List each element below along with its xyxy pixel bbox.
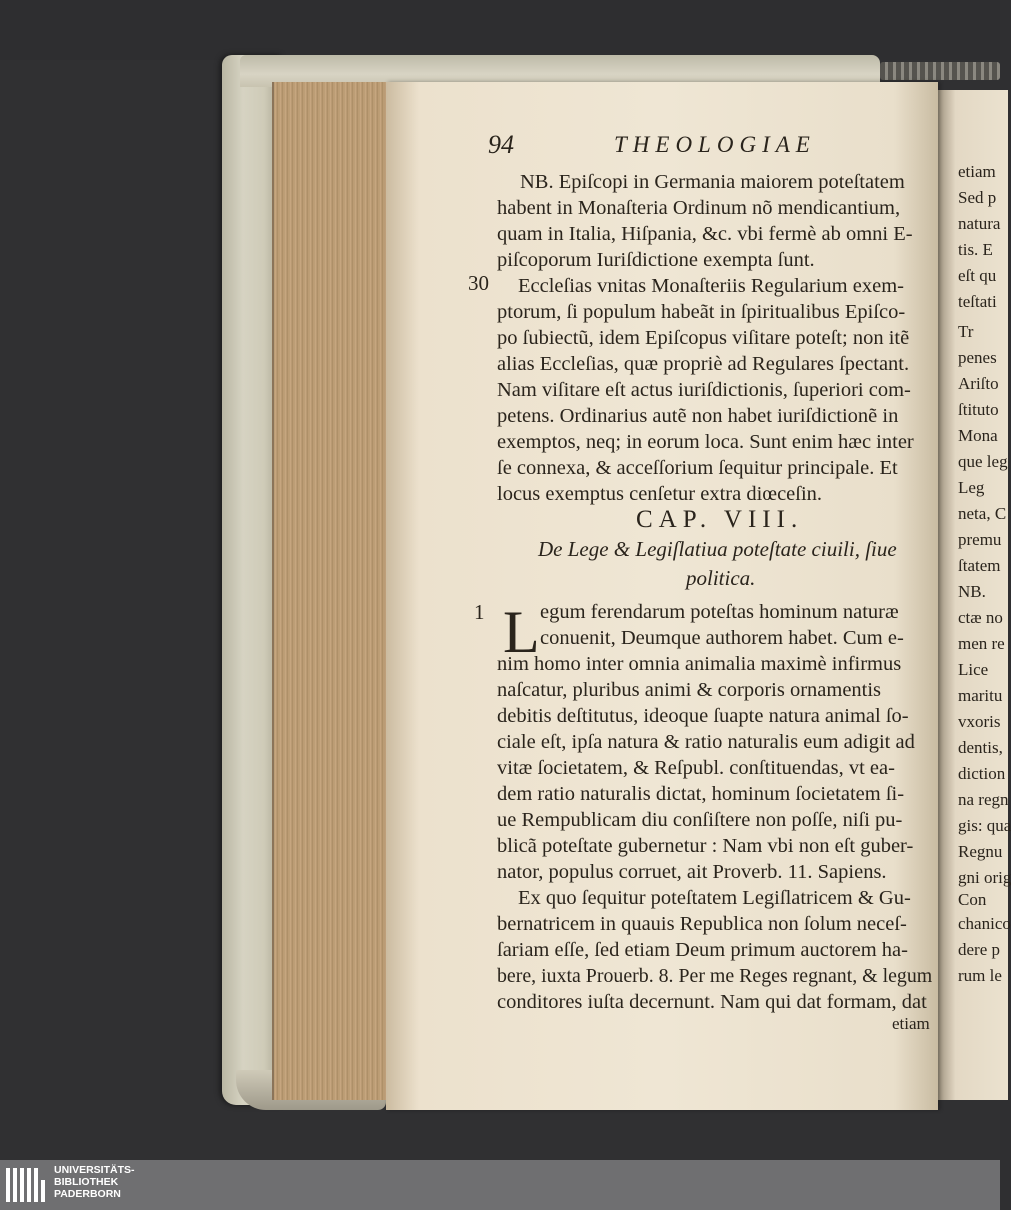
facing-page-fragment: gni orig: [958, 868, 1011, 887]
facing-page-fragment: tis. E: [958, 240, 993, 259]
text-line: egum ferendarum poteſtas hominum naturæ: [540, 601, 899, 623]
library-line-1: UNIVERSITÄTS-: [54, 1164, 135, 1176]
facing-page-fragment: teſtati: [958, 292, 997, 311]
facing-page-fragment: etiam: [958, 162, 996, 181]
text-line: conditores iuſta decernunt. Nam qui dat formam, dat: [497, 991, 927, 1013]
facing-page-fragment: penes: [958, 348, 997, 367]
footer-bar: [0, 1160, 1000, 1210]
text-line: dem ratio naturalis dictat, hominum ſocietatem ſi-: [497, 783, 905, 805]
facing-page-fragment: neta, C: [958, 504, 1007, 523]
background-top: [0, 0, 1000, 60]
text-line: ue Rempublicam diu conſiſtere non poſſe, niſi pu-: [497, 809, 903, 831]
text-line: blicã poteſtate gubernetur : Nam vbi non eſt guber-: [497, 835, 914, 857]
facing-page-fragment: dentis,: [958, 738, 1003, 757]
facing-page-fragment: Regnu: [958, 842, 1003, 861]
page-edges: [272, 82, 394, 1100]
facing-page-fragment: maritu: [958, 686, 1003, 705]
facing-page-fragment: Sed p: [958, 188, 997, 207]
facing-page-fragment: ſtatem: [958, 556, 1001, 575]
text-line: bernatricem in quauis Republica non ſolum neceſ-: [497, 913, 907, 935]
text-line: quam in Italia, Hiſpania, &c. vbi fermè ab omni E-: [497, 223, 913, 245]
facing-page-fragment: na regn: [958, 790, 1009, 809]
page-header: [488, 130, 928, 162]
facing-page-fragment: diction: [958, 764, 1006, 783]
facing-page-fragment: que leg: [958, 452, 1008, 471]
text-line: habent in Monaſteria Ordinum nõ mendicantium,: [497, 197, 901, 219]
facing-page-fragment: men re: [958, 634, 1005, 653]
facing-page-fragment: natura: [958, 214, 1001, 233]
facing-page-fragment: rum le: [958, 966, 1002, 985]
library-logo-icon: [6, 1168, 48, 1202]
margin-number: 30: [468, 271, 489, 295]
facing-page-fragment: Ariſto: [958, 374, 999, 393]
facing-page-fragment: NB.: [958, 582, 986, 601]
library-line-3: PADERBORN: [54, 1188, 121, 1200]
text-line: ciale eſt, ipſa natura & ratio naturalis eum adigit ad: [497, 731, 915, 753]
facing-page-fragment: Mona: [958, 426, 998, 445]
facing-page-fragment: eſt qu: [958, 266, 997, 285]
facing-page-fragment: ſtituto: [958, 400, 999, 419]
text-line: vitæ ſocietatem, & Reſpubl. conſtituendas, vt ea-: [497, 757, 895, 779]
facing-page-fragment: Con: [958, 890, 987, 909]
chapter-title: De Lege & Legiſlatiua poteſtate ciuili, ſiue: [538, 537, 897, 561]
facing-page-fragment: Leg: [958, 478, 985, 497]
sewing-thread: [880, 62, 1000, 80]
text-line: NB. Epiſcopi in Germania maiorem poteſtatem: [520, 171, 905, 193]
library-line-2: BIBLIOTHEK: [54, 1176, 119, 1188]
text-line: Eccleſias vnitas Monaſteriis Regularium exem-: [518, 275, 904, 297]
text-line: Ex quo ſequitur poteſtatem Legiſlatricem & Gu-: [518, 887, 911, 909]
library-name: [54, 1164, 135, 1200]
facing-page-fragment: chanico: [958, 914, 1011, 933]
text-line: Nam viſitare eſt actus iuriſdictionis, ſuperiori com-: [497, 379, 911, 401]
text-line: nator, populus corruet, ait Proverb. 11. Sapiens.: [497, 861, 887, 883]
facing-page-fragment: vxoris: [958, 712, 1001, 731]
margin-number: 1: [474, 600, 485, 624]
text-line: po ſubiectũ, idem Epiſcopus viſitare poteſt; non itẽ: [497, 327, 910, 349]
chapter-heading: CAP. VIII.: [636, 506, 804, 533]
text-line: exemptos, neq; in eorum loca. Sunt enim hæc inter: [497, 431, 914, 453]
text-line: ptorum, ſi populum habeãt in ſpiritualibus Epiſco-: [497, 301, 906, 323]
page-number: 94: [488, 130, 514, 159]
chapter-title-cont: politica.: [686, 566, 756, 590]
facing-page-fragment: dere p: [958, 940, 1001, 959]
text-line: bere, iuxta Prouerb. 8. Per me Reges regnant, & legum: [497, 965, 933, 987]
text-line: petens. Ordinarius autẽ non habet iuriſdictionẽ in: [497, 405, 899, 427]
facing-page-fragment: Tr: [958, 322, 974, 341]
text-line: locus exemptus cenſetur extra diœceſin.: [497, 483, 823, 505]
facing-page-fragment: premu: [958, 530, 1002, 549]
text-line: ſe connexa, & acceſſorium ſequitur principale. Et: [497, 457, 898, 479]
facing-page-fragment: ctæ no: [958, 608, 1003, 627]
text-line: piſcoporum Iuriſdictione exempta ſunt.: [497, 249, 815, 271]
facing-page-fragment: gis: qua: [958, 816, 1011, 835]
text-line: conuenit, Deumque authorem habet. Cum e-: [540, 627, 904, 649]
text-line: nim homo inter omnia animalia maximè infirmus: [497, 653, 902, 675]
text-line: debitis deſtitutus, ideoque ſuapte natura animal ſo-: [497, 705, 909, 727]
catchword: etiam: [892, 1014, 930, 1033]
text-line: alias Eccleſias, quæ propriè ad Regulares ſpectant.: [497, 353, 910, 375]
running-title: THEOLOGIAE: [614, 132, 816, 157]
drop-capital: L: [503, 599, 540, 665]
facing-page-fragment: Lice: [958, 660, 989, 679]
text-line: ſariam eſſe, ſed etiam Deum primum auctorem ha-: [497, 939, 908, 961]
text-line: naſcatur, pluribus animi & corporis ornamentis: [497, 679, 882, 701]
